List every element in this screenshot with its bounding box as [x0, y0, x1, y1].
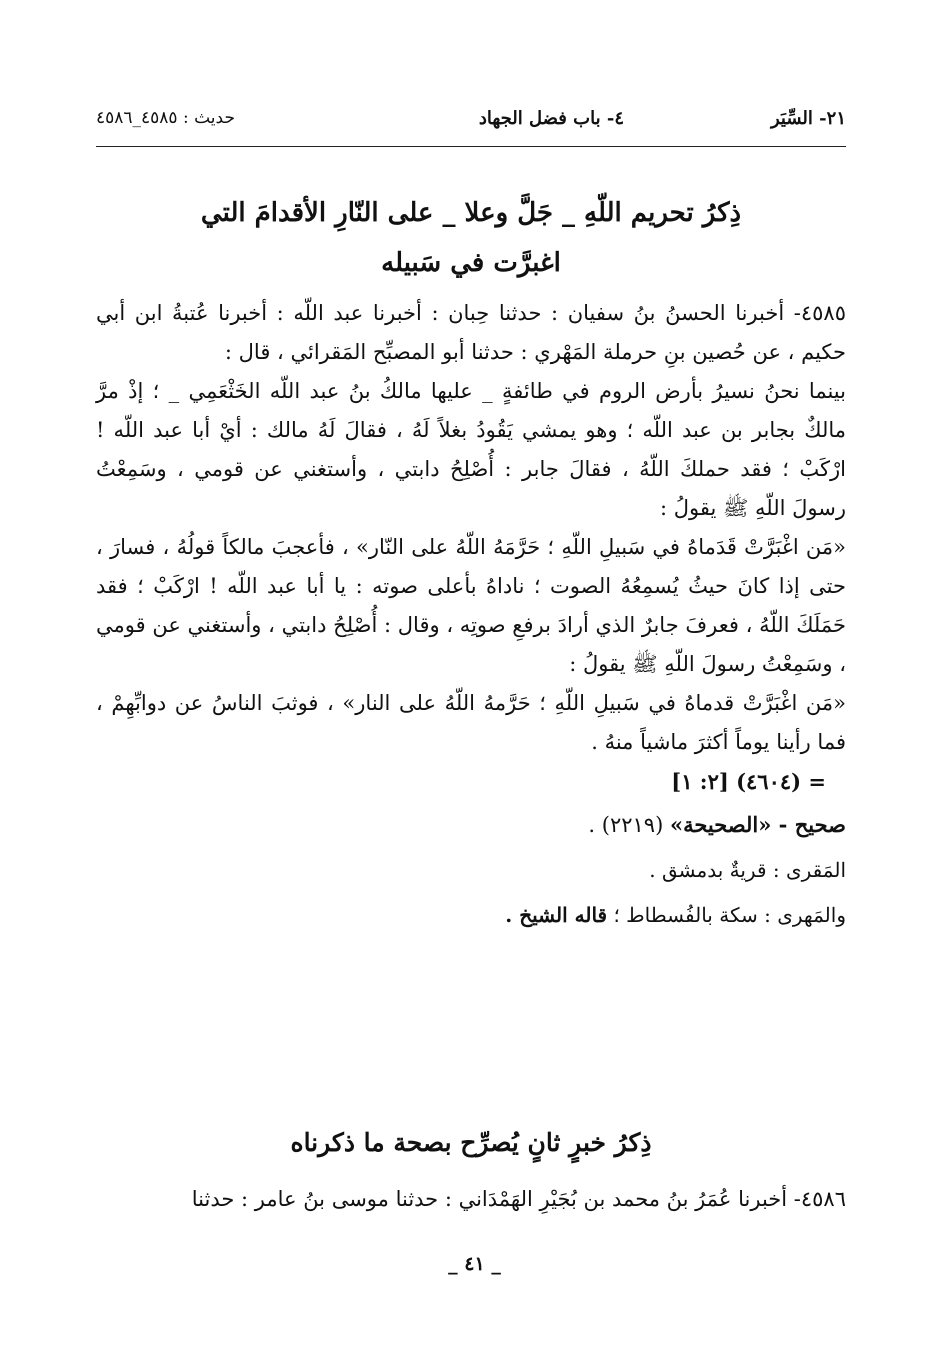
grading-label: صحيح - «الصحيحة» — [669, 812, 846, 837]
heading-line-1: ذِكرُ تحريم اللّهِ _ جَلَّ وعلا _ على النّارِ الأقدامَ التي — [200, 198, 742, 228]
isnad-paragraph-4586: ٤٥٨٦- أخبرنا عُمَرُ بنُ محمد بن بُجَيْرِ الهَمْدَاني : حدثنا موسى بنُ عامر : حدثنا — [191, 1187, 846, 1211]
footnote-1: المَقرى : قريةٌ بدمشق . — [649, 858, 846, 882]
isnad-paragraph: ٤٥٨٥- أخبرنا الحسنُ بنُ سفيان : حدثنا حِبان : أخبرنا عبد اللّه : أخبرنا عُتبةُ ابن أبي حكيم ، عن حُصين بنِ حرملة المَهْري : حدثنا أبو المصبِّح المَقرائي ، قال : — [96, 301, 846, 364]
hadith-4585 — [96, 294, 846, 935]
section-heading-2: ذِكرُ خبرٍ ثانٍ يُصرِّح بصحة ما ذكرناه — [290, 1128, 652, 1157]
matn-paragraph-3: «مَن اغْبَرَّتْ قدماهُ في سَبيلِ اللّهِ ؛ حَرَّمهُ اللّهُ على النار» ، فوثبَ الناسُ عن دوابِّهِمْ ، فما رأينا يوماً أكثرَ ماشياً منهُ . — [96, 691, 846, 754]
grading — [96, 801, 846, 845]
page-number: _ ٤١ _ — [448, 1253, 501, 1275]
grading-number: (٢٢١٩) . — [588, 813, 664, 837]
hadith-4586 — [96, 1180, 846, 1219]
chapter-title: ٢١- السِّيَر — [771, 108, 846, 129]
matn-paragraph-2: «مَن اغْبَرَّتْ قَدَماهُ في سَبيلِ اللّهِ ؛ حَرَّمَهُ اللّهُ على النّار» ، فأعجبَ مالكاً قولُهُ ، فسارَ ، حتى إذا كانَ حيثُ يُسمِعُهُ الصوت ؛ ناداهُ بأعلى صوته : يا أبا عبد اللّه ! ارْكَبْ ؛ فقد حَمَلَكَ اللّهُ ، فعرفَ جابرٌ الذي أرادَ برفعِ صوتِه ، وقال : أُصْلِحُ دابتي ، وأستغني عن قومي ، وسَمِعْتُ رسولَ اللّهِ ﷺ يقولُ : — [96, 535, 846, 676]
matn-paragraph-1: بينما نحنُ نسيرُ بأرض الروم في طائفةٍ _ عليها مالكُ بنُ عبد اللّه الخَثْعَمِي _ ؛ إذْ مرَّ مالكٌ بجابر بن عبد اللّه ؛ وهو يمشي يَقُودُ بغلاً لَهُ ، فقالَ لَهُ مالك : أيْ أبا عبد اللّه ! ارْكَبْ ؛ فقد حملكَ اللّهُ ، فقالَ جابر : أُصْلِحُ دابتي ، وأستغني عن قومي ، وسَمِعْتُ رسولَ اللّهِ ﷺ يقولُ : — [96, 379, 846, 520]
header-rule — [96, 146, 846, 147]
heading-line-2: اغبرَّت في سَبيله — [381, 248, 561, 278]
footnote-2-attribution: قاله الشيخ . — [505, 903, 608, 927]
section-title: ٤- باب فضل الجهاد — [478, 108, 624, 129]
chapter-heading — [96, 188, 846, 288]
running-header — [96, 108, 846, 142]
hadith-range: حديث : ٤٥٨٥_٤٥٨٦ — [96, 108, 235, 128]
footnote-2 — [96, 890, 846, 935]
footnote-2-text: والمَهرى : سكة بالفُسطاط ؛ — [613, 903, 846, 927]
cross-reference: = (٤٦٠٤) [٢: ١] — [671, 769, 826, 794]
